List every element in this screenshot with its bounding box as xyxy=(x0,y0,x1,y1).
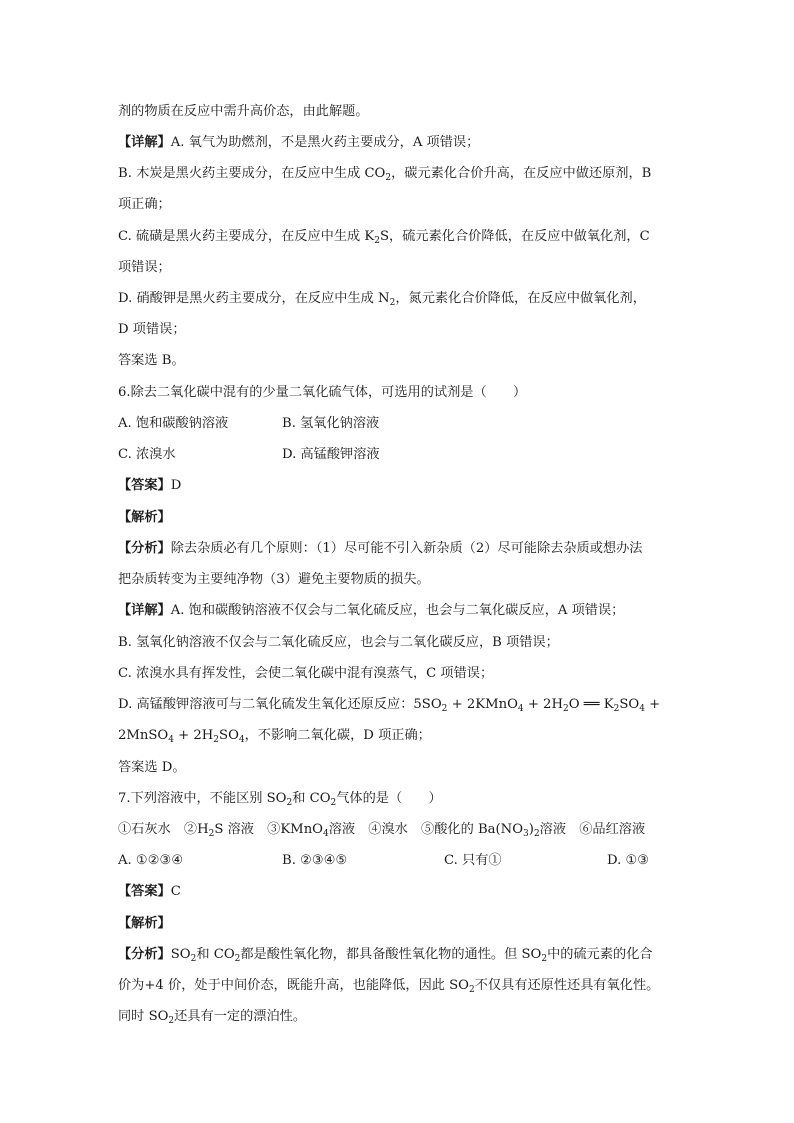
q5-final-answer xyxy=(118,352,185,370)
option-a: A. 饱和碳酸钠溶液 xyxy=(118,416,229,431)
text: 溶液 ⑥品红溶液 xyxy=(539,822,646,837)
subscript: 2 xyxy=(389,298,396,308)
subscript: 2 xyxy=(533,829,540,839)
q5-detail-b xyxy=(118,165,651,183)
text: 溶液 ④溴水 ⑤酸化的 Ba(NO xyxy=(328,822,524,837)
text: SO xyxy=(170,947,191,962)
q5-detail-d xyxy=(118,290,646,308)
q5-detail-b-cont xyxy=(118,196,171,214)
text: + 2KMnO xyxy=(447,697,518,712)
q6-final-answer xyxy=(118,759,186,777)
q6-answer xyxy=(118,477,181,495)
fenxi-tag: 【分析】 xyxy=(118,541,171,556)
subscript: 2 xyxy=(286,798,293,808)
text: 7.下列溶液中，不能区别 SO xyxy=(118,791,287,806)
subscript: 4 xyxy=(238,735,245,745)
text: 答案选 D。 xyxy=(118,760,186,775)
text: D. 高锰酸钾溶液可与二氧化硫发生氧化还原反应：5SO xyxy=(118,697,442,712)
text: 都是酸性氧化物，都具备酸性氧化物的通性。但 SO xyxy=(240,947,542,962)
subscript: 2 xyxy=(168,1016,175,1026)
text: C. 硫磺是黑火药主要成分，在反应中生成 K xyxy=(118,229,375,244)
text: B. 氢氧化钠溶液不仅会与二氧化硫反应，也会与二氧化碳反应，B 项错误； xyxy=(118,635,559,650)
analysis-tag: 【解析】 xyxy=(118,916,171,931)
subscript: 2 xyxy=(374,236,380,246)
text: 不仅具有还原性还具有氧化性。 xyxy=(474,978,660,993)
q7-items xyxy=(118,821,645,839)
text: 把杂质转变为主要纯净物（3）避免主要物质的损失。 xyxy=(118,572,430,587)
text: 项正确； xyxy=(118,197,171,212)
subscript: 2 xyxy=(385,173,392,183)
text: ，氮元素化合价降低，在反应中做氧化剂， xyxy=(395,291,646,306)
text: 2MnSO xyxy=(118,728,169,743)
option-b: B. 氢氧化钠溶液 xyxy=(282,416,380,431)
q6-detail-c xyxy=(118,665,493,683)
subscript: 4 xyxy=(517,704,524,714)
subscript: 4 xyxy=(168,735,174,745)
text: + 2H xyxy=(523,697,563,712)
q7-fenxi-1 xyxy=(118,946,653,964)
q5-detail-d-cont xyxy=(118,321,186,339)
text: 和 CO xyxy=(196,947,235,962)
text: 气体的是（ ） xyxy=(336,791,442,806)
option-a: A. ①②③④ xyxy=(118,853,184,868)
text: 除去杂质必有几个原则：（1）尽可能不引入新杂质（2）尽可能除去杂质或想办法 xyxy=(170,541,643,556)
text: 项错误； xyxy=(118,260,171,275)
subscript: 4 xyxy=(639,704,645,714)
q5-analysis-tail xyxy=(118,103,369,121)
text: SO xyxy=(619,697,640,712)
q6-detail-d xyxy=(118,696,660,714)
text: 还具有一定的漂泊性。 xyxy=(174,1009,307,1024)
detail-tag: 【详解】 xyxy=(118,135,171,150)
text: C. 浓溴水具有挥发性，会使二氧化碳中混有溴蒸气，C 项错误； xyxy=(118,666,494,681)
text: + xyxy=(644,697,661,712)
text: D. 硝酸钾是黑火药主要成分，在反应中生成 N xyxy=(118,291,390,306)
text: S 溶液 ③KMnO xyxy=(214,822,323,837)
text: 同时 SO xyxy=(118,1009,169,1024)
subscript: 2 xyxy=(541,954,548,964)
option-c: C. 浓溴水 xyxy=(118,447,176,462)
analysis-tag: 【解析】 xyxy=(118,510,171,525)
subscript: 2 xyxy=(562,704,569,714)
answer-tag: 【答案】 xyxy=(118,478,171,493)
option-c: C. 只有① xyxy=(444,853,502,868)
text: O ══ K xyxy=(568,697,614,712)
subscript: 2 xyxy=(441,704,448,714)
answer-tag: 【答案】 xyxy=(118,884,171,899)
text: 中的硫元素的化合 xyxy=(547,947,653,962)
text: ，碳元素化合价升高，在反应中做还原剂，B xyxy=(391,166,652,181)
text: ①石灰水 ②H xyxy=(118,822,209,837)
text: B. 木炭是黑火药主要成分，在反应中生成 CO xyxy=(118,166,386,181)
text: ，不影响二氧化碳，D 项正确； xyxy=(244,728,431,743)
q6-fenxi-2 xyxy=(118,571,430,589)
q7-answer xyxy=(118,883,181,901)
q5-detail-c xyxy=(118,228,650,246)
text: A. 氧气为助燃剂，不是黑火药主要成分，A 项错误； xyxy=(170,135,480,150)
subscript: 2 xyxy=(213,735,220,745)
text: 6.除去二氧化碳中混有的少量二氧化硫气体，可选用的试剂是（ ） xyxy=(118,385,527,400)
subscript: 2 xyxy=(190,954,197,964)
subscript: 4 xyxy=(323,829,329,839)
option-d: D. ①③ xyxy=(607,853,650,868)
text: + 2H xyxy=(173,728,214,743)
text: S，硫元素化合价降低，在反应中做氧化剂，C xyxy=(379,229,650,244)
text: SO xyxy=(219,728,239,743)
subscript: 2 xyxy=(234,954,241,964)
option-d: D. 高锰酸钾溶液 xyxy=(282,447,380,462)
text: ) xyxy=(528,822,534,837)
q6-fenxi-1 xyxy=(118,540,643,558)
subscript: 2 xyxy=(330,798,337,808)
subscript: 2 xyxy=(613,704,620,714)
subscript: 3 xyxy=(523,829,529,839)
q5-detail-a xyxy=(118,134,479,152)
text: 剂的物质在反应中需升高价态，由此解题。 xyxy=(118,104,369,119)
text: A. 饱和碳酸钠溶液不仅会与二氧化硫反应，也会与二氧化碳反应，A 项错误； xyxy=(170,603,625,618)
subscript: 2 xyxy=(208,829,215,839)
q7-fenxi-2 xyxy=(118,977,659,995)
fenxi-tag: 【分析】 xyxy=(118,947,171,962)
q7-fenxi-3 xyxy=(118,1008,306,1026)
detail-tag: 【详解】 xyxy=(118,603,171,618)
text: 价为+4 价，处于中间价态，既能升高，也能降低，因此 SO xyxy=(118,978,469,993)
q6-detail-d-cont xyxy=(118,727,431,745)
option-b: B. ②③④⑤ xyxy=(282,853,348,868)
q6-detail-b xyxy=(118,634,559,652)
q5-detail-c-cont xyxy=(118,259,171,277)
text: 答案选 B。 xyxy=(118,353,185,368)
answer-value: C xyxy=(170,884,181,899)
q7-analysis-tag xyxy=(118,915,171,933)
answer-value: D xyxy=(170,478,182,493)
subscript: 2 xyxy=(468,985,475,995)
q6-stem xyxy=(118,384,526,402)
q6-analysis-tag xyxy=(118,509,171,527)
text: D 项错误； xyxy=(118,322,186,337)
text: 和 CO xyxy=(292,791,331,806)
q7-stem xyxy=(118,790,442,808)
q6-detail-a xyxy=(118,602,624,620)
